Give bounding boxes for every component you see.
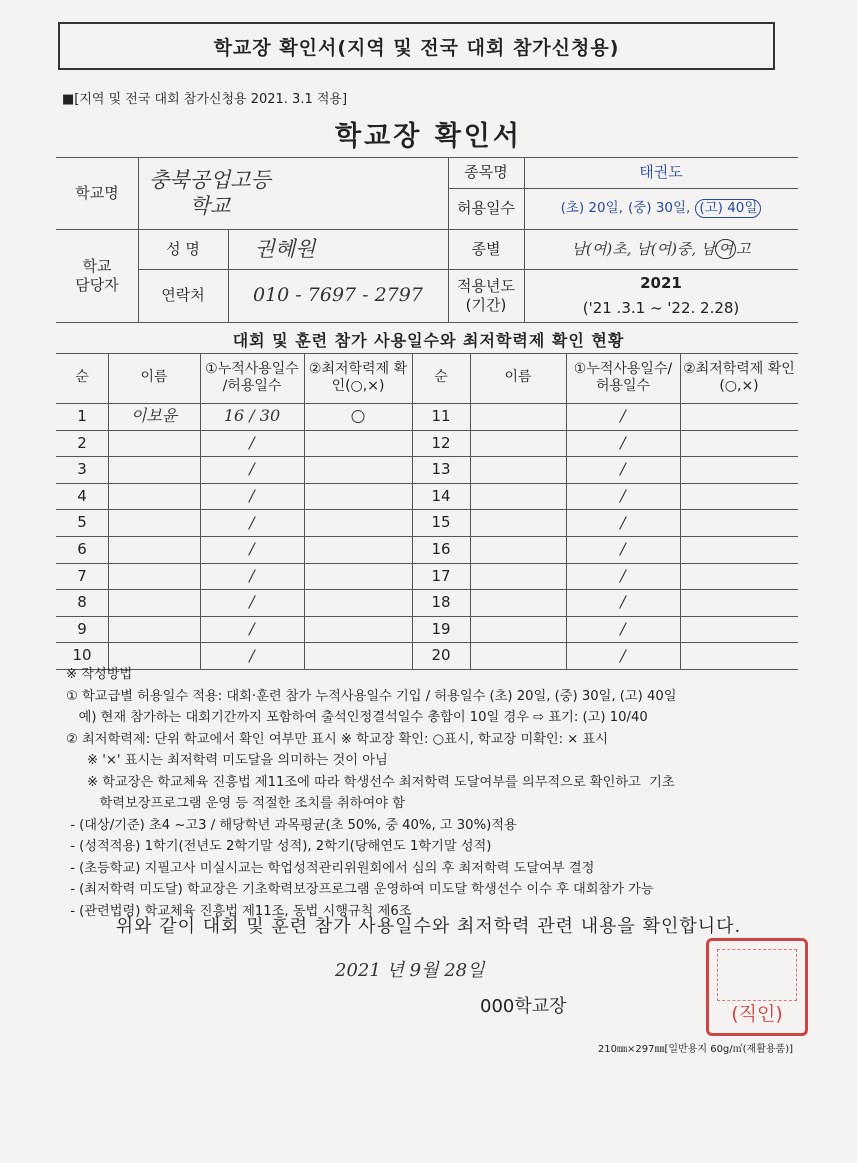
row-check [304,430,412,457]
row-days: / [249,512,255,532]
instruction-line: ※ 작성방법 [66,667,133,682]
school-label: 학교명 [75,183,119,202]
instruction-line: - (성적적용) 1학기(전년도 2학기말 성적), 2학기(당해연도 1학기말 성적) [66,839,492,854]
row-check [304,456,412,483]
row-number: 2 [77,433,87,452]
row-number: 12 [431,433,451,452]
row-number: 18 [431,593,451,612]
instruction-line: ※ '×' 표시는 최저학력 미도달을 의미하는 것이 아님 [66,753,388,768]
row-name [108,589,200,616]
main-title: 학교장 확인서 [335,121,522,152]
instruction-line: ① 학교급별 허용일수 적용: 대회·훈련 참가 누적사용일수 기입 / 허용일수 (초) 20일, (중) 30일, (고) 40일 [66,688,677,704]
instruction-line: - (초등학교) 지필고사 미실시교는 학업성적관리위원회에서 심의 후 최저학력 도달여부 결정 [66,860,595,876]
row-name [108,563,200,590]
row-number: 15 [431,513,451,532]
row-check [304,483,412,510]
row-number: 20 [431,646,451,665]
gender-label: 종별 [471,239,501,258]
row-number: 5 [77,513,87,532]
instruction-line: - (대상/기준) 초4 ~고3 / 해당학년 과목평균(초 50%, 중 40%, 고 30%)적용 [66,817,517,833]
year-label: 적용년도 (기간) [457,276,515,314]
seal-label: (직인) [731,1003,783,1025]
row-number: 3 [77,460,87,479]
row-days: / [249,486,255,506]
header-cumulative: ①누적사용일수 /허용일수 [205,360,299,394]
row-number: 17 [431,566,451,585]
gender-value-circled: 여 [715,239,736,260]
row-days: / [620,592,626,612]
row-days: / [620,512,626,532]
row-days: / [249,432,255,452]
row-name [108,509,200,536]
row-days: / [249,565,255,585]
row-name: 이보윤 [130,406,178,426]
row-check [304,589,412,616]
form-subtitle: ■[지역 및 전국 대회 참가신청용 2021. 3.1 적용] [62,92,348,107]
days-label: 허용일수 [457,199,515,218]
row-days: / [620,406,626,426]
row-check: ○ [350,405,366,426]
header-grade: ②최저학력제 확인(○,×) [308,360,408,394]
header-no: 순 [75,369,89,386]
row-number: 7 [77,566,87,585]
manager-label: 학교 담당자 [75,256,119,294]
row-days: / [620,645,626,665]
year-value: 2021 [640,273,682,292]
row-days: / [249,539,255,559]
event-label: 종목명 [464,163,508,182]
row-days: 16 / 30 [223,406,281,426]
days-value-elementary: (초) 20일, [560,200,623,217]
instruction-line: 예) 현재 참가하는 대회기간까지 포함하여 출석인정결석일수 총합이 10일 경우 ⇨ 표기: (고) 10/40 [66,710,648,725]
row-days: / [620,432,626,452]
row-name [108,536,200,563]
row-name [108,430,200,457]
row-number: 14 [431,486,451,505]
header-cumulative-right: ①누적사용일수/ 허용일수 [573,360,673,394]
issue-date: 2021 년 9월 28일 [335,960,485,981]
row-name [108,483,200,510]
days-value [524,188,798,229]
table-title: 대회 및 훈련 참가 사용일수와 최저학력제 확인 현황 [232,331,625,350]
name-value: 권혜원 [254,236,316,261]
contact-label: 연락처 [161,286,205,305]
row-number: 8 [77,593,87,612]
row-number: 13 [431,460,451,479]
row-check [304,616,412,643]
row-check [304,563,412,590]
contact-value: 010 - 7697 - 2797 [253,283,423,306]
instruction-line: ※ 학교장은 학교체육 진흥법 제11조에 따라 학생선수 최저학력 도달여부를 의무적으로 확인하고 기초 [66,774,675,790]
row-check [304,536,412,563]
gender-value [524,229,798,269]
header-name: 이름 [140,369,168,386]
row-days: / [620,619,626,639]
paper-spec: 210㎜×297㎜[일반용지 60g/㎡(재활용품)] [597,1044,793,1055]
row-number: 11 [431,406,451,425]
row-number: 19 [431,619,451,638]
principal-name: 000학교장 [480,996,567,1017]
row-days: / [620,486,626,506]
row-number: 16 [431,539,451,558]
row-name [108,616,200,643]
gender-value-text: 남(여)초, 남(여)중, 남 [571,239,716,258]
school-value: 충북공업고등학교 [149,167,271,218]
row-days: / [249,645,255,665]
days-value-middle: (중) 30일, [627,200,691,217]
confirm-statement: 위와 같이 대회 및 훈련 참가 사용일수와 최저학력 관련 내용을 확인합니다. [115,916,742,937]
row-days: / [620,539,626,559]
instruction-line: 학력보장프로그램 운영 등 적절한 조치를 취하여야 함 [66,796,405,811]
row-days: / [620,565,626,585]
row-days: / [249,459,255,479]
name-label: 성 명 [166,239,200,258]
gender-value-suffix: 고 [735,239,751,258]
header-no-right: 순 [434,369,448,386]
instruction-line: - (관련법령) 학교체육 진흥법 제11조, 동법 시행규칙 제6조 [66,903,412,919]
row-number: 10 [72,646,92,665]
instruction-line: ② 최저학력제: 단위 학교에서 확인 여부만 표시 ※ 학교장 확인: ○표시, 학교장 미확인: × 표시 [66,731,609,747]
days-value-high: (고) 40일 [695,199,761,218]
row-name [108,456,200,483]
row-days: / [249,619,255,639]
row-days: / [249,592,255,612]
period-value: ('21 .3.1 ~ '22. 2.28) [582,298,740,317]
header-grade-right: ②최저학력제 확인(○,×) [683,360,795,394]
row-number: 6 [77,539,87,558]
row-number: 1 [77,406,87,425]
row-check [304,509,412,536]
table-border [56,322,798,323]
instructions [66,664,806,922]
row-days: / [620,459,626,479]
instruction-line: - (최저학력 미도달) 학교장은 기초학력보장프로그램 운영하여 미도달 학생선수 이수 후 대회참가 가능 [66,882,654,897]
official-seal [706,938,808,1036]
seal-pattern [717,949,797,1001]
banner-title: 학교장 확인서(지역 및 전국 대회 참가신청용) [58,22,775,70]
row-number: 4 [77,486,87,505]
event-value: 태권도 [639,163,683,182]
row-number: 9 [77,619,87,638]
header-name-right: 이름 [504,369,532,386]
